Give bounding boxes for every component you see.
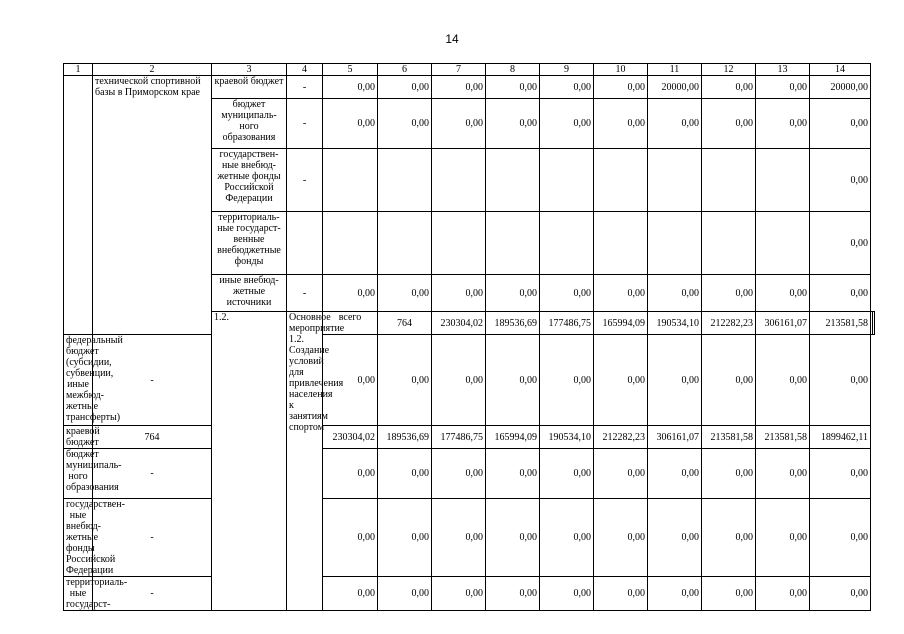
- code-cell: 764: [93, 426, 212, 449]
- value-cell: 0,00: [486, 499, 540, 577]
- value-cell: [540, 149, 594, 212]
- code-cell: -: [93, 577, 212, 611]
- value-cell: 1899462,11: [810, 426, 871, 449]
- value-cell: 0,00: [323, 335, 378, 426]
- value-cell: [756, 212, 810, 275]
- value-cell: 0,00: [810, 149, 871, 212]
- value-cell: 0,00: [540, 577, 594, 611]
- header-cell: 6: [378, 64, 432, 76]
- value-cell: 0,00: [323, 577, 378, 611]
- value-cell: 0,00: [702, 99, 756, 149]
- table-row: [64, 449, 875, 499]
- header-cell: 5: [323, 64, 378, 76]
- value-cell: 0,00: [432, 577, 486, 611]
- header-cell: 8: [486, 64, 540, 76]
- item-name: Основное мероприятие 1.2. Создание условий для привлечения населения к занятиям спортом: [287, 312, 323, 611]
- value-cell: 190534,10: [540, 426, 594, 449]
- value-cell: 0,00: [648, 499, 702, 577]
- header-row: [64, 64, 875, 76]
- value-cell: 213581,58: [702, 426, 756, 449]
- value-cell: 0,00: [540, 499, 594, 577]
- value-cell: 0,00: [432, 499, 486, 577]
- value-cell: 0,00: [323, 99, 378, 149]
- value-cell: [432, 149, 486, 212]
- value-cell: 0,00: [594, 76, 648, 99]
- value-cell: 0,00: [486, 76, 540, 99]
- value-cell: 0,00: [648, 275, 702, 312]
- budget-table: [63, 63, 875, 611]
- value-cell: 0,00: [810, 449, 871, 499]
- value-cell: [486, 149, 540, 212]
- value-cell: [323, 212, 378, 275]
- value-cell: 0,00: [810, 99, 871, 149]
- value-cell: 0,00: [378, 99, 432, 149]
- value-cell: 0,00: [594, 275, 648, 312]
- value-cell: 0,00: [594, 499, 648, 577]
- table-row: [64, 577, 875, 611]
- value-cell: 0,00: [702, 577, 756, 611]
- code-cell: -: [287, 76, 323, 99]
- value-cell: 0,00: [594, 335, 648, 426]
- item-number: 1.2.: [212, 312, 287, 611]
- value-cell: 0,00: [810, 499, 871, 577]
- value-cell: 0,00: [540, 76, 594, 99]
- value-cell: 0,00: [756, 275, 810, 312]
- code-cell: -: [287, 99, 323, 149]
- value-cell: 0,00: [756, 76, 810, 99]
- value-cell: 212282,23: [594, 426, 648, 449]
- value-cell: [756, 149, 810, 212]
- funding-source: краевой бюджет: [64, 426, 93, 449]
- value-cell: 177486,75: [540, 312, 594, 335]
- value-cell: 0,00: [648, 577, 702, 611]
- header-cell: 4: [287, 64, 323, 76]
- header-cell: 7: [432, 64, 486, 76]
- value-cell: 0,00: [756, 449, 810, 499]
- value-cell: 0,00: [486, 449, 540, 499]
- value-cell: 230304,02: [323, 426, 378, 449]
- funding-source: федеральный бюджет (субсидии, субвенции, иные межбюд-жетные трансферты): [64, 335, 93, 426]
- value-cell: [648, 149, 702, 212]
- value-cell: 0,00: [594, 449, 648, 499]
- header-cell: 9: [540, 64, 594, 76]
- page-number: 14: [445, 32, 459, 46]
- funding-source: государствен-ные внебюд-жетные фонды Российской Федерации: [64, 499, 93, 577]
- value-cell: 0,00: [810, 335, 871, 426]
- header-cell: 10: [594, 64, 648, 76]
- table-row: [64, 335, 875, 426]
- value-cell: 0,00: [702, 335, 756, 426]
- value-cell: [873, 312, 875, 335]
- value-cell: 0,00: [648, 335, 702, 426]
- value-cell: 0,00: [756, 99, 810, 149]
- value-cell: [702, 212, 756, 275]
- value-cell: 165994,09: [594, 312, 648, 335]
- value-cell: 0,00: [648, 99, 702, 149]
- value-cell: 0,00: [702, 449, 756, 499]
- funding-source: бюджет муниципаль-ного образования: [212, 99, 287, 149]
- table-row: [64, 426, 875, 449]
- table-row: [64, 499, 875, 577]
- item-number: [64, 76, 93, 335]
- code-cell: -: [287, 275, 323, 312]
- value-cell: 0,00: [702, 76, 756, 99]
- funding-source: краевой бюджет: [212, 76, 287, 99]
- value-cell: 0,00: [432, 76, 486, 99]
- value-cell: 0,00: [756, 577, 810, 611]
- item-name: технической спортивной базы в Приморском крае: [93, 76, 212, 335]
- code-cell: -: [93, 499, 212, 577]
- value-cell: 213581,58: [756, 426, 810, 449]
- header-cell: 1: [64, 64, 93, 76]
- value-cell: 177486,75: [432, 426, 486, 449]
- table-row: [64, 76, 875, 99]
- code-cell: -: [93, 449, 212, 499]
- value-cell: [323, 149, 378, 212]
- value-cell: 20000,00: [810, 76, 871, 99]
- code-cell: 764: [378, 312, 432, 335]
- value-cell: 189536,69: [486, 312, 540, 335]
- funding-source: территориаль-ные государст-венные внебюджетные фонды: [212, 212, 287, 275]
- value-cell: 0,00: [594, 99, 648, 149]
- value-cell: 165994,09: [486, 426, 540, 449]
- value-cell: 0,00: [432, 449, 486, 499]
- value-cell: 0,00: [486, 99, 540, 149]
- value-cell: [486, 212, 540, 275]
- value-cell: 0,00: [810, 275, 871, 312]
- value-cell: [594, 149, 648, 212]
- value-cell: 189536,69: [378, 426, 432, 449]
- value-cell: 0,00: [378, 76, 432, 99]
- header-cell: 2: [93, 64, 212, 76]
- value-cell: 0,00: [378, 449, 432, 499]
- value-cell: 0,00: [432, 275, 486, 312]
- header-cell: 13: [756, 64, 810, 76]
- funding-source: всего: [323, 312, 378, 335]
- value-cell: 0,00: [432, 99, 486, 149]
- value-cell: 0,00: [432, 335, 486, 426]
- value-cell: 0,00: [323, 76, 378, 99]
- value-cell: 0,00: [540, 449, 594, 499]
- value-cell: 0,00: [540, 99, 594, 149]
- value-cell: [702, 149, 756, 212]
- value-cell: 0,00: [378, 577, 432, 611]
- value-cell: 306161,07: [648, 426, 702, 449]
- value-cell: [540, 212, 594, 275]
- value-cell: 0,00: [702, 275, 756, 312]
- code-cell: -: [93, 335, 212, 426]
- value-cell: 0,00: [702, 499, 756, 577]
- value-cell: 230304,02: [432, 312, 486, 335]
- value-cell: 0,00: [486, 275, 540, 312]
- funding-source: бюджет муниципаль-ного образования: [64, 449, 93, 499]
- value-cell: 0,00: [486, 335, 540, 426]
- value-cell: 190534,10: [648, 312, 702, 335]
- value-cell: 306161,07: [756, 312, 810, 335]
- value-cell: 0,00: [323, 499, 378, 577]
- value-cell: [594, 212, 648, 275]
- header-cell: 14: [810, 64, 871, 76]
- value-cell: 0,00: [540, 335, 594, 426]
- value-cell: 0,00: [756, 499, 810, 577]
- value-cell: 0,00: [594, 577, 648, 611]
- header-cell: 12: [702, 64, 756, 76]
- value-cell: 0,00: [810, 577, 871, 611]
- value-cell: 0,00: [756, 335, 810, 426]
- value-cell: [648, 212, 702, 275]
- value-cell: 0,00: [540, 275, 594, 312]
- value-cell: 0,00: [486, 577, 540, 611]
- value-cell: [378, 149, 432, 212]
- header-cell: 11: [648, 64, 702, 76]
- code-cell: [287, 212, 323, 275]
- value-cell: 0,00: [323, 275, 378, 312]
- value-cell: [378, 212, 432, 275]
- header-cell: 3: [212, 64, 287, 76]
- code-cell: -: [287, 149, 323, 212]
- value-cell: 0,00: [810, 212, 871, 275]
- value-cell: 0,00: [378, 335, 432, 426]
- value-cell: 0,00: [378, 499, 432, 577]
- value-cell: [432, 212, 486, 275]
- value-cell: 20000,00: [648, 76, 702, 99]
- value-cell: 0,00: [648, 449, 702, 499]
- funding-source: иные внебюд-жетные источники: [212, 275, 287, 312]
- value-cell: 212282,23: [702, 312, 756, 335]
- funding-source: территориаль-ные государст-: [64, 577, 93, 611]
- funding-source: государствен-ные внебюд-жетные фонды Российской Федерации: [212, 149, 287, 212]
- value-cell: 0,00: [323, 449, 378, 499]
- value-cell: 213581,58: [810, 312, 871, 335]
- value-cell: 0,00: [378, 275, 432, 312]
